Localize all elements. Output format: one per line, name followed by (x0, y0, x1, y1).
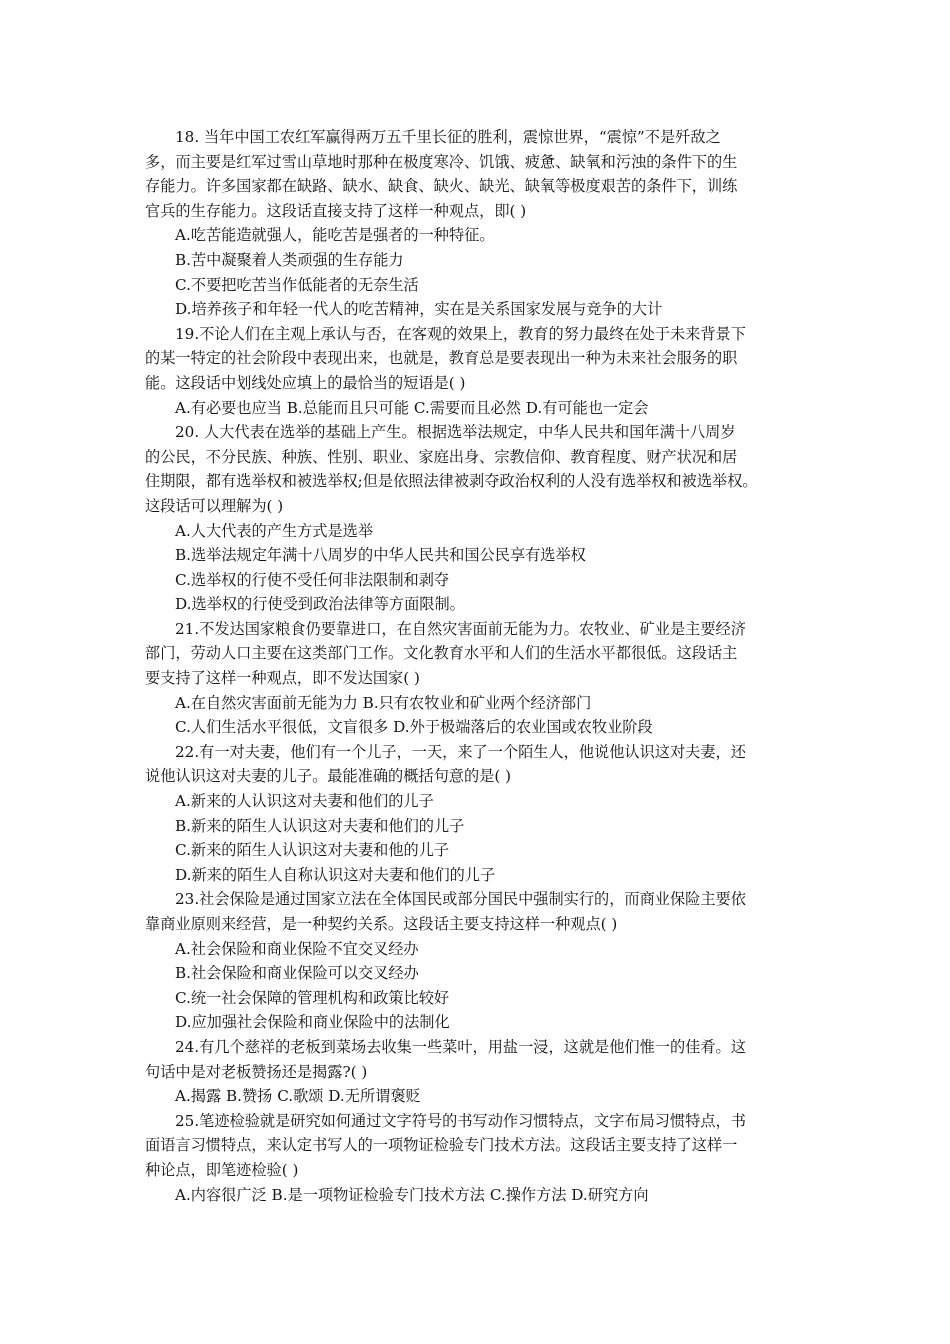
question-text-line: 21.不发达国家粮食仍要靠进口，在自然灾害面前无能为力。农牧业、矿业是主要经济 (175, 619, 746, 638)
question-text-line: 种论点，即笔迹检验( ) (145, 1160, 299, 1179)
option-a: A.人大代表的产生方式是选举 (175, 521, 374, 540)
question-text-line: 存能力。许多国家都在缺路、缺水、缺食、缺火、缺光、缺氧等极度艰苦的条件下，训练 (145, 177, 738, 196)
question-text-line: 住期限，都有选举权和被选举权;但是依照法律被剥夺政治权利的人没有选举权和被选举权。 (145, 472, 758, 491)
options-line: A.有必要也应当 B.总能而且只可能 C.需要而且必然 D.有可能也一定会 (175, 398, 649, 417)
option-a: A.吃苦能造就强人，能吃苦是强者的一种特征。 (175, 226, 495, 245)
question-text-line: 这段话可以理解为( ) (145, 496, 284, 515)
question-text-line: 靠商业原则来经营，是一种契约关系。这段话主要支持这样一种观点( ) (145, 915, 618, 933)
options-line: A.揭露 B.赞扬 C.歌颂 D.无所谓褒贬 (175, 1087, 421, 1106)
question-text-line: 20. 人大代表在选举的基础上产生。根据选举法规定，中华人民共和国年满十八周岁 (175, 423, 736, 442)
question-text-line: 19.不论人们在主观上承认与否，在客观的效果上，教育的努力最终在处于未来背景下 (175, 324, 746, 343)
options-line: A.内容很广泛 B.是一项物证检验专门技术方法 C.操作方法 D.研究方向 (175, 1185, 649, 1204)
question-text-line: 25.笔迹检验就是研究如何通过文字符号的书写动作习惯特点，文字布局习惯特点，书 (175, 1111, 746, 1130)
question-text-line: 官兵的生存能力。这段话直接支持了这样一种观点，即( ) (145, 201, 527, 220)
question-25 (145, 1109, 813, 1207)
question-text-line: 要支持了这样一种观点，即不发达国家( ) (145, 669, 420, 688)
question-text-line: 句话中是对老板赞扬还是揭露?( ) (145, 1062, 368, 1081)
question-list (145, 125, 813, 1207)
options-line: A.在自然灾害面前无能为力 B.只有农牧业和矿业两个经济部门 (175, 693, 592, 712)
option-c: C.不要把吃苦当作低能者的无奈生活 (175, 275, 419, 294)
question-text-line: 23.社会保险是通过国家立法在全体国民或部分国民中强制实行的，而商业保险主要依 (175, 890, 746, 909)
option-c: C.统一社会保障的管理机构和政策比较好 (175, 988, 450, 1007)
option-b: B.社会保险和商业保险可以交叉经办 (175, 964, 419, 983)
option-d: D.选举权的行使受到政治法律等方面限制。 (175, 595, 465, 614)
question-21 (145, 617, 813, 740)
question-24 (145, 1035, 813, 1109)
option-d: D.应加强社会保险和商业保险中的法制化 (175, 1013, 450, 1032)
question-text-line: 多，而主要是红军过雪山草地时那种在极度寒冷、饥饿、疲惫、缺氧和污浊的条件下的生 (145, 152, 738, 171)
option-c: C.新来的陌生人认识这对夫妻和他的儿子 (175, 841, 450, 860)
option-a: A.新来的人认识这对夫妻和他们的儿子 (175, 792, 434, 811)
question-text-line: 18. 当年中国工农红军赢得两万五千里长征的胜利，震惊世界，“震惊”不是歼敌之 (175, 128, 721, 146)
options-line: C.人们生活水平很低，文盲很多 D.外于极端落后的农业国或农牧业阶段 (175, 718, 653, 737)
option-b: B.新来的陌生人认识这对夫妻和他们的儿子 (175, 816, 465, 835)
option-b: B.苦中凝聚着人类顽强的生存能力 (175, 250, 404, 269)
question-20 (145, 420, 813, 617)
option-d: D.培养孩子和年轻一代人的吃苦精神，实在是关系国家发展与竞争的大计 (175, 300, 663, 319)
question-text-line: 能。这段话中划线处应填上的最恰当的短语是( ) (145, 373, 466, 392)
question-22 (145, 740, 813, 888)
option-d: D.新来的陌生人自称认识这对夫妻和他们的儿子 (175, 865, 496, 884)
option-a: A.社会保险和商业保险不宜交叉经办 (175, 939, 419, 958)
question-text-line: 22.有一对夫妻，他们有一个儿子，一天，来了一个陌生人，他说他认识这对夫妻，还 (175, 742, 746, 761)
question-text-line: 的某一特定的社会阶段中表现出来，也就是，教育总是要表现出一种为未来社会服务的职 (145, 349, 738, 368)
option-b: B.选举法规定年满十八周岁的中华人民共和国公民享有选举权 (175, 546, 586, 565)
question-text-line: 部门，劳动人口主要在这类部门工作。文化教育水平和人们的生活水平都很低。这段话主 (145, 644, 738, 663)
question-text-line: 说他认识这对夫妻的儿子。最能准确的概括句意的是( ) (145, 767, 511, 786)
option-c: C.选举权的行使不受任何非法限制和剥夺 (175, 570, 450, 589)
question-18 (145, 125, 813, 322)
question-19 (145, 322, 813, 420)
question-text-line: 24.有几个慈祥的老板到菜场去收集一些菜叶，用盐一浸，这就是他们惟一的佳肴。这 (175, 1037, 746, 1056)
question-23 (145, 887, 813, 1035)
question-text-line: 的公民，不分民族、种族、性别、职业、家庭出身、宗教信仰、教育程度、财产状况和居 (145, 447, 738, 466)
question-text-line: 面语言习惯特点，来认定书写人的一项物证检验专门技术方法。这段话主要支持了这样一 (145, 1136, 738, 1155)
